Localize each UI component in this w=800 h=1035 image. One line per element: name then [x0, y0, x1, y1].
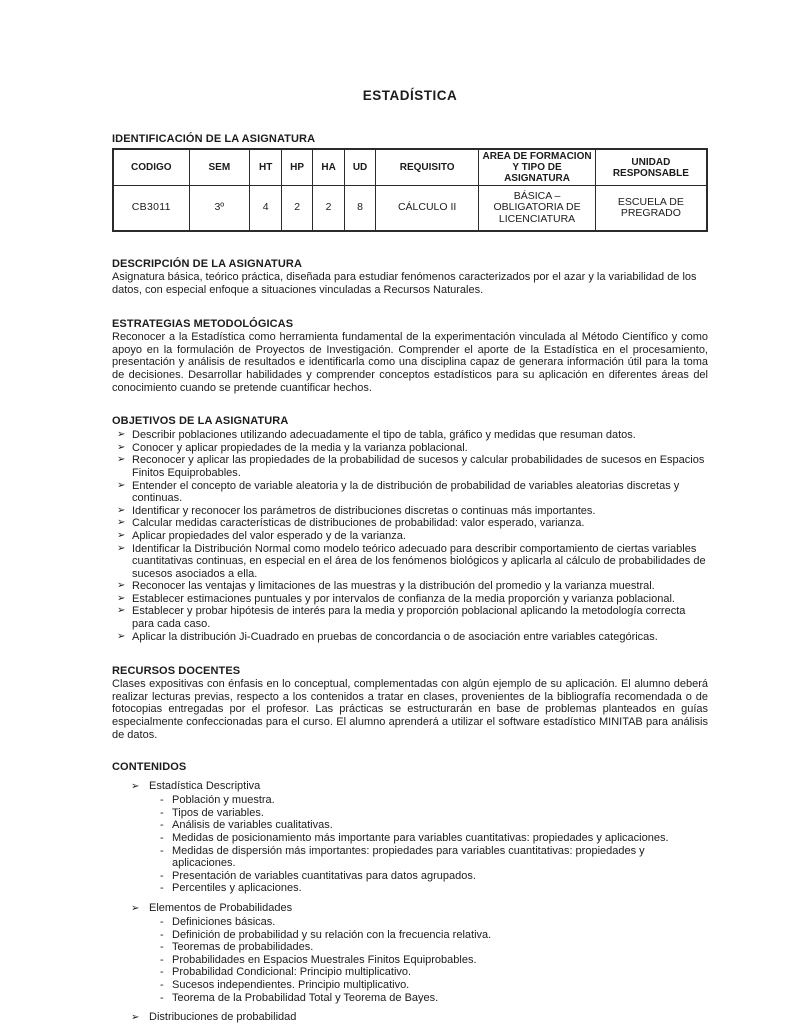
objective-text: Reconocer las ventajas y limitaciones de las muestras y la distribución del promedio y la varianza muestral.: [132, 580, 655, 593]
dash-bullet-icon: -: [160, 869, 164, 882]
cell-sem: 3º: [189, 186, 250, 232]
cell-ha: 2: [313, 186, 345, 232]
objective-item: [112, 631, 708, 644]
arrow-bullet-icon: ➢: [117, 630, 126, 642]
group-label-text: Distribuciones de probabilidad: [149, 1011, 297, 1024]
objective-item: [112, 480, 708, 505]
content-sub-item: [112, 819, 708, 832]
header-ht: HT: [250, 149, 282, 186]
objective-text: Identificar la Distribución Normal como modelo teórico adecuado para describir comportamiento de ciertas variables cuantitativas continuas, en especial en el área de los fenómenos biológicos y aplicarla al cálculo de probabilidades de sucesos asociados a ella.: [132, 542, 706, 580]
content-sub-item: [112, 794, 708, 807]
cell-area-formacion: BÁSICA – OBLIGATORIA DE LICENCIATURA: [479, 186, 595, 232]
sub-item-text: Medidas de posicionamiento más importante para variables cuantitativas: propiedades y aplicaciones.: [172, 832, 669, 844]
content-sublist: [112, 794, 708, 895]
objectives-heading: OBJETIVOS DE LA ASIGNATURA: [112, 415, 289, 428]
sub-item-text: Probabilidad Condicional: Principio multiplicativo.: [172, 966, 412, 979]
content-sub-item: [112, 832, 708, 845]
content-sub-item: [112, 954, 708, 967]
arrow-bullet-icon: ➢: [117, 529, 126, 541]
sub-item-text: Teorema de la Probabilidad Total y Teorema de Bayes.: [172, 991, 439, 1004]
cell-unidad-responsable: ESCUELA DE PREGRADO: [595, 186, 707, 232]
content-sub-item: [112, 966, 708, 979]
dash-bullet-icon: -: [160, 794, 164, 807]
dash-bullet-icon: -: [160, 915, 164, 928]
arrow-bullet-icon: ➢: [117, 479, 126, 491]
cell-codigo: CB3011: [113, 186, 189, 232]
section-contents: [112, 761, 708, 1024]
dash-bullet-icon: -: [160, 978, 164, 991]
arrow-bullet-icon: ➢: [117, 441, 126, 453]
arrow-bullet-icon: ➢: [117, 580, 126, 592]
sub-item-text: Definiciones básicas.: [172, 915, 276, 928]
dash-bullet-icon: -: [160, 941, 164, 954]
arrow-bullet-icon: ➢: [117, 454, 126, 466]
objectives-list: [112, 429, 708, 643]
dash-bullet-icon: -: [160, 928, 164, 941]
content-group-label: [112, 780, 708, 793]
objective-text: Establecer estimaciones puntuales y por intervalos de confianza de la media proporción y varianza poblacional.: [132, 592, 675, 605]
sub-item-text: Probabilidades en Espacios Muestrales Finitos Equiprobables.: [172, 953, 477, 966]
objective-item: [112, 454, 708, 479]
description-body: Asignatura básica, teórico práctica, diseñada para estudiar fenómenos caracterizados por el azar y la variabilidad de los datos, con especial enfoque a situaciones vinculadas a Recursos Naturales.: [112, 271, 697, 296]
objective-item: [112, 505, 708, 518]
section-strategies: [112, 318, 708, 394]
dash-bullet-icon: -: [160, 953, 164, 966]
objective-item: [112, 442, 708, 455]
dash-bullet-icon: -: [160, 832, 164, 844]
arrow-bullet-icon: ➢: [117, 605, 126, 617]
sub-item-text: Percentiles y aplicaciones.: [172, 882, 302, 895]
dash-bullet-icon: -: [160, 819, 164, 832]
dash-bullet-icon: -: [160, 966, 164, 979]
objective-item: [112, 517, 708, 530]
header-unidad-responsable: UNIDAD RESPONSABLE: [595, 149, 707, 186]
content-group-probability-distributions: [112, 1011, 708, 1024]
content-sub-item: [112, 916, 708, 929]
dash-bullet-icon: -: [160, 844, 164, 857]
objective-text: Aplicar propiedades del valor esperado y de la varianza.: [132, 529, 406, 542]
header-ha: HA: [313, 149, 345, 186]
cell-ht: 4: [250, 186, 282, 232]
objective-text: Identificar y reconocer los parámetros de distribuciones discretas o continuas más importantes.: [132, 504, 596, 517]
content-group-label: [112, 902, 708, 915]
header-hp: HP: [282, 149, 313, 186]
arrow-bullet-icon: ➢: [117, 542, 126, 554]
content-sub-item: [112, 870, 708, 883]
sub-item-text: Presentación de variables cuantitativas para datos agrupados.: [172, 869, 476, 882]
objective-item: [112, 593, 708, 606]
objective-item: [112, 605, 708, 630]
sub-item-text: Población y muestra.: [172, 794, 275, 807]
objective-text: Aplicar la distribución Ji-Cuadrado en pruebas de concordancia o de asociación entre variables categóricas.: [132, 630, 658, 643]
content-sub-item: [112, 992, 708, 1005]
identification-table: [112, 148, 708, 232]
header-ud: UD: [345, 149, 376, 186]
contents-heading: CONTENIDOS: [112, 761, 187, 774]
arrow-bullet-icon: ➢: [117, 517, 126, 529]
arrow-bullet-icon: ➢: [131, 902, 140, 914]
cell-ud: 8: [345, 186, 376, 232]
arrow-bullet-icon: ➢: [131, 1012, 140, 1024]
sub-item-text: Sucesos independientes. Principio multiplicativo.: [172, 978, 410, 991]
objective-text: Calcular medidas características de distribuciones de probabilidad: valor esperado, varianza.: [132, 517, 585, 530]
header-requisito: REQUISITO: [375, 149, 478, 186]
arrow-bullet-icon: ➢: [117, 592, 126, 604]
cell-requisito: CÁLCULO II: [375, 186, 478, 232]
objective-item: [112, 429, 708, 442]
content-sub-item: [112, 882, 708, 895]
section-resources: [112, 665, 708, 741]
content-sub-item: [112, 979, 708, 992]
dash-bullet-icon: -: [160, 806, 164, 819]
arrow-bullet-icon: ➢: [117, 429, 126, 441]
content-sub-item: [112, 941, 708, 954]
header-area-formacion: AREA DE FORMACION Y TIPO DE ASIGNATURA: [479, 149, 595, 186]
page-title: ESTADÍSTICA: [362, 88, 458, 103]
table-header-row: [113, 149, 707, 186]
strategies-heading: ESTRATEGIAS METODOLÓGICAS: [112, 318, 294, 331]
cell-hp: 2: [282, 186, 313, 232]
sub-item-text: Tipos de variables.: [172, 806, 264, 819]
objective-text: Reconocer y aplicar las propiedades de la probabilidad de sucesos y calcular probabilidades de sucesos en Espacios Finitos Equiprobables.: [132, 454, 705, 479]
objective-text: Establecer y probar hipótesis de interés para la media y proporción poblacional aplicando la metodología correcta para cada caso.: [132, 605, 686, 631]
sub-item-text: Análisis de variables cualitativas.: [172, 819, 333, 832]
identification-heading: IDENTIFICACIÓN DE LA ASIGNATURA: [112, 133, 316, 145]
objective-text: Conocer y aplicar propiedades de la media y la varianza poblacional.: [132, 441, 468, 454]
content-group-label: [112, 1011, 708, 1024]
content-sublist: [112, 916, 708, 1004]
group-label-text: Estadística Descriptiva: [149, 780, 261, 793]
group-label-text: Elementos de Probabilidades: [149, 901, 293, 914]
strategies-body: Reconocer a la Estadística como herramienta fundamental de la experimentación vinculada al Método Científico y como apoyo en la formulación de Proyectos de Investigación. Comprender el aporte de la Estadística en el procesamiento, presentación y análisis de resultados e identificarla como una disciplina capaz de generara información útil para la toma de decisiones. Desarrollar habilidades y comprender conceptos estadísticos para su aplicación en diferentes áreas del conocimiento cuando se pretende cuantificar hechos.: [112, 331, 708, 394]
sub-item-text: Teoremas de probabilidades.: [172, 941, 314, 954]
section-identification: [112, 133, 708, 232]
content-group-probability-elements: [112, 902, 708, 1004]
objective-item: [112, 530, 708, 543]
resources-body: Clases expositivas con énfasis en lo conceptual, complementadas con algún ejemplo de su aplicación. El alumno deberá realizar lecturas previas, respecto a los contenidos a tratar en clases, provenientes de la bibliografía recomendada o de fotocopias entregadas por el profesor. Las prácticas se estructurarán en base de problemas planteados en guías especialmente confeccionadas para el curso. El alumno aprenderá a utilizar el software estadístico MINITAB para análisis de datos.: [112, 678, 708, 741]
section-objectives: [112, 415, 708, 643]
arrow-bullet-icon: ➢: [131, 781, 140, 793]
content-sub-item: [112, 845, 708, 870]
section-description: [112, 258, 708, 296]
objective-item: [112, 580, 708, 593]
header-sem: SEM: [189, 149, 250, 186]
objective-item: [112, 543, 708, 581]
objective-text: Describir poblaciones utilizando adecuadamente el tipo de tabla, gráfico y medidas que resuman datos.: [132, 429, 636, 442]
sub-item-text: Definición de probabilidad y su relación con la frecuencia relativa.: [172, 928, 492, 941]
header-codigo: CODIGO: [113, 149, 189, 186]
table-row: [113, 186, 707, 232]
description-heading: DESCRIPCIÓN DE LA ASIGNATURA: [112, 258, 303, 270]
content-group-descriptive-statistics: [112, 780, 708, 895]
content-sub-item: [112, 807, 708, 820]
content-sub-item: [112, 929, 708, 942]
objective-text: Entender el concepto de variable aleatoria y la de distribución de probabilidad de variables aleatorias discretas y continuas.: [132, 479, 680, 505]
resources-heading: RECURSOS DOCENTES: [112, 665, 241, 678]
dash-bullet-icon: -: [160, 882, 164, 895]
sub-item-text: Medidas de dispersión más importantes: propiedades para variables cuantitativas: propiedades y aplicaciones.: [172, 844, 645, 870]
dash-bullet-icon: -: [160, 991, 164, 1004]
arrow-bullet-icon: ➢: [117, 504, 126, 516]
